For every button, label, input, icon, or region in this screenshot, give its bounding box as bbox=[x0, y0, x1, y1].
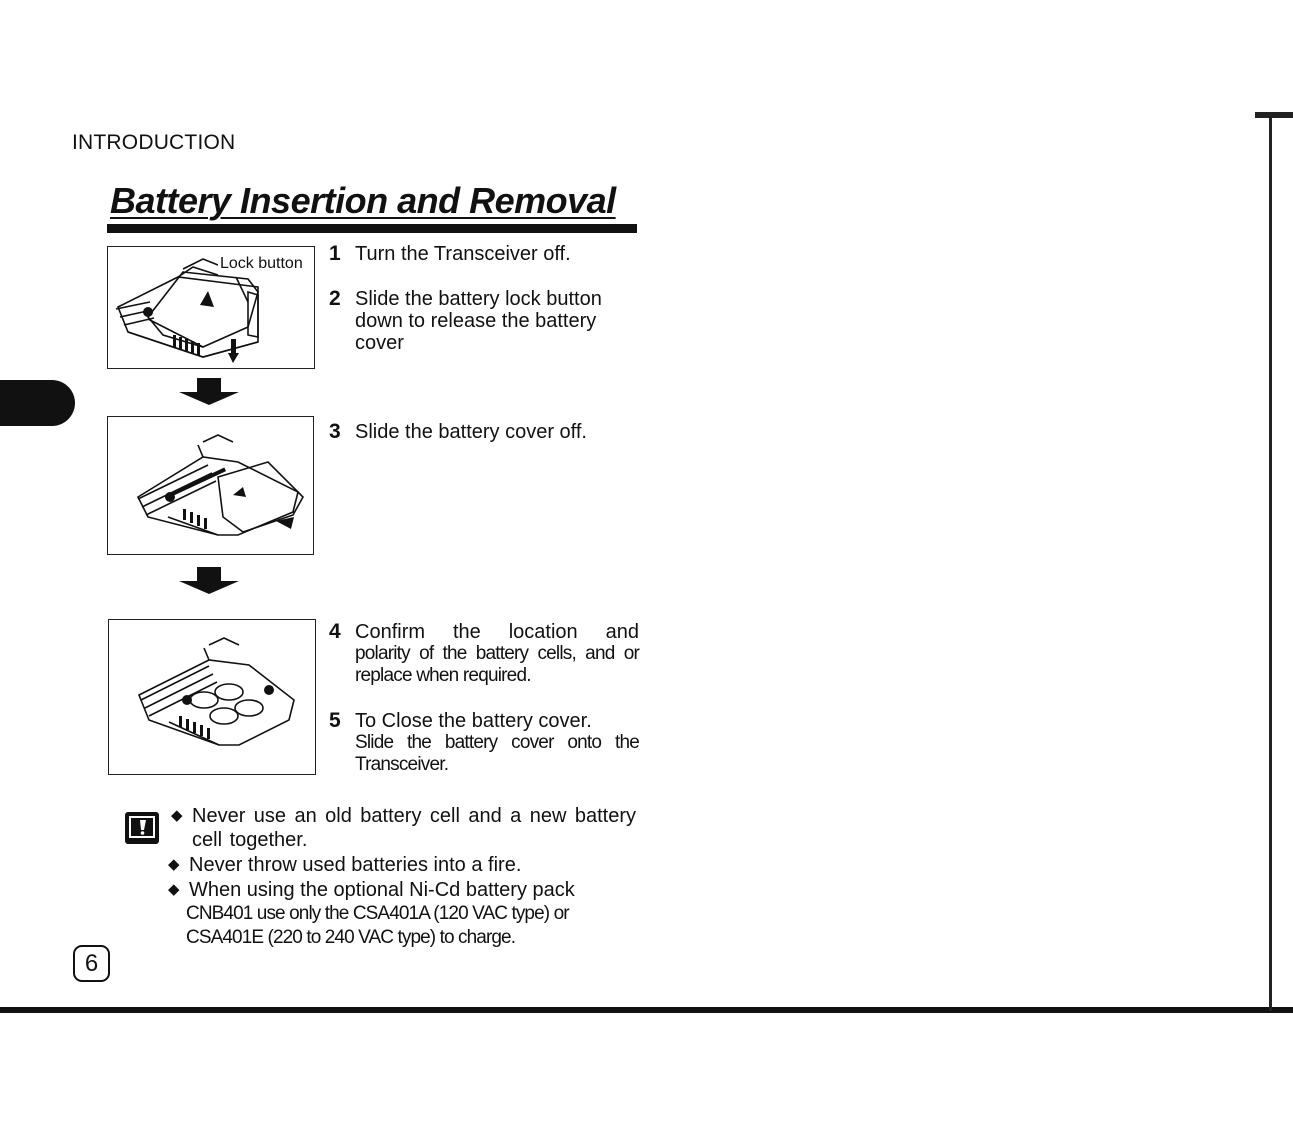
note-text: Never use an old battery cell and a new battery cell together. bbox=[192, 805, 636, 851]
battery-cover-slide-illustration bbox=[108, 417, 313, 554]
title-bar bbox=[107, 224, 637, 233]
step-text: Turn the Transceiver off. bbox=[355, 243, 571, 265]
step-4 bbox=[329, 621, 639, 691]
step-number: 5 bbox=[329, 709, 341, 732]
step-number: 3 bbox=[329, 420, 341, 443]
battery-cells-illustration bbox=[109, 620, 315, 774]
figure-lock-button bbox=[107, 246, 315, 369]
page-title: Battery Insertion and Removal bbox=[110, 180, 616, 221]
step-text: To Close the battery cover. bbox=[355, 710, 592, 732]
step-text: Slide the battery cover off. bbox=[355, 421, 587, 443]
section-tab-marker bbox=[0, 380, 75, 426]
right-edge-rule bbox=[1269, 118, 1272, 1011]
step-subtext: polarity of the battery cells, and or replace when required. bbox=[355, 643, 639, 686]
bottom-rule bbox=[0, 1007, 1293, 1013]
step-number: 4 bbox=[329, 620, 341, 643]
note-item bbox=[171, 804, 637, 854]
caution-icon bbox=[124, 808, 162, 851]
figure-slide-cover bbox=[107, 416, 314, 555]
diamond-bullet-icon: ◆ bbox=[168, 856, 180, 873]
page-number: 6 bbox=[73, 945, 110, 982]
diamond-bullet-icon: ◆ bbox=[168, 881, 180, 898]
right-edge-cap bbox=[1255, 112, 1293, 118]
step-1 bbox=[329, 243, 639, 267]
note-subtext: CNB401 use only the CSA401A (120 VAC type) or CSA401E (220 to 240 VAC type) to charge. bbox=[186, 903, 569, 948]
step-body bbox=[355, 621, 639, 687]
figure-battery-cells bbox=[108, 619, 316, 775]
note-text: When using the optional Ni-Cd battery pack bbox=[189, 879, 575, 901]
step-number: 2 bbox=[329, 287, 341, 310]
step-subtext: Slide the battery cover onto the Transceiver. bbox=[355, 732, 639, 775]
step-text: Slide the battery lock button down to release the battery cover bbox=[355, 288, 602, 354]
step-text: Confirm the location and bbox=[355, 621, 639, 643]
note-text: Never throw used batteries into a fire. bbox=[189, 854, 522, 876]
lock-button-label: Lock button bbox=[220, 255, 303, 272]
down-arrow-icon bbox=[177, 567, 241, 595]
step-body bbox=[355, 710, 639, 776]
note-item bbox=[168, 853, 634, 877]
step-number: 1 bbox=[329, 242, 341, 265]
diamond-bullet-icon: ◆ bbox=[171, 807, 183, 824]
down-arrow-icon bbox=[177, 378, 241, 406]
step-2 bbox=[329, 288, 639, 358]
step-5 bbox=[329, 710, 639, 780]
section-label: INTRODUCTION bbox=[72, 131, 236, 154]
note-item bbox=[168, 878, 638, 954]
step-3 bbox=[329, 421, 639, 445]
